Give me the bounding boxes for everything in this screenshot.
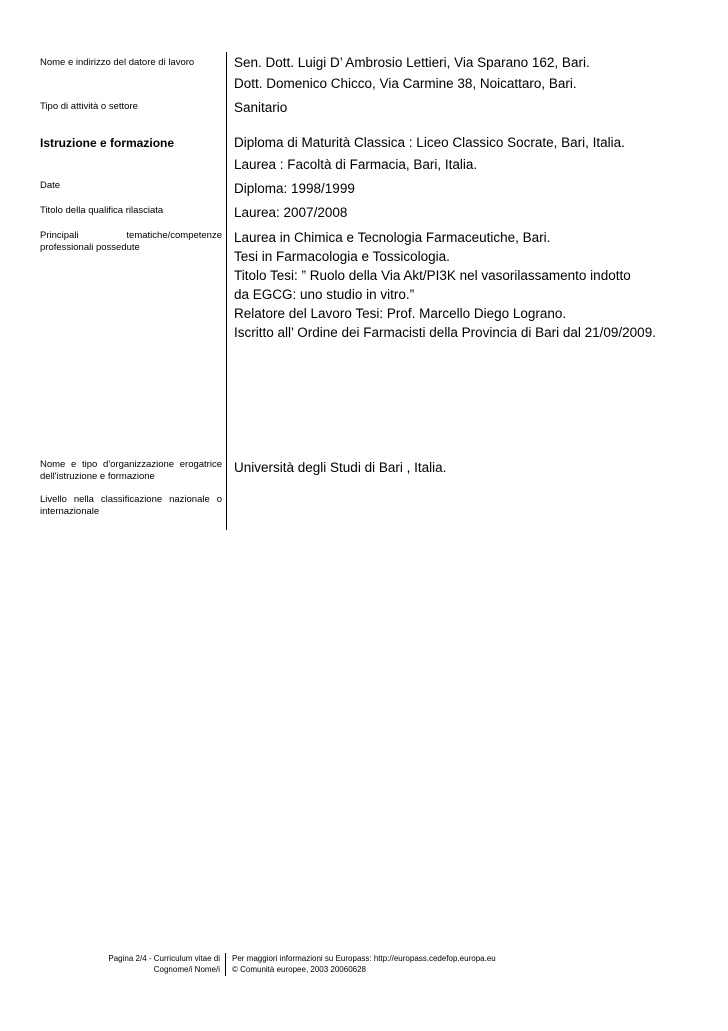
skills-line-4: da EGCG: uno studio in vitro.” [234, 287, 415, 302]
footer-europass-info [232, 953, 496, 975]
organisation-value: Università degli Studi di Bari , Italia. [234, 460, 447, 475]
skills-line-1: Laurea in Chimica e Tecnologia Farmaceutiche, Bari. [234, 230, 551, 245]
sector-value: Sanitario [234, 100, 288, 115]
qualification-value: Laurea: 2007/2008 [234, 205, 348, 220]
footer-europass-line-1: Per maggiori informazioni su Europass: http://europass.cedefop.europa.eu [232, 954, 496, 963]
column-divider [226, 52, 227, 530]
level-label: Livello nella classificazione nazionale o internazionale [40, 494, 222, 517]
education-line-1: Diploma di Maturità Classica : Liceo Classico Socrate, Bari, Italia. [234, 135, 625, 150]
education-line-2: Laurea : Facoltà di Farmacia, Bari, Italia. [234, 157, 478, 172]
sector-label: Tipo di attività o settore [40, 101, 138, 112]
skills-line-5: Relatore del Lavoro Tesi: Prof. Marcello Diego Lograno. [234, 306, 567, 321]
employer-line-2: Dott. Domenico Chicco, Via Carmine 38, Noicattaro, Bari. [234, 76, 577, 91]
skills-line-6: Iscritto all’ Ordine dei Farmacisti della Provincia di Bari dal 21/09/2009. [234, 325, 656, 340]
dates-label: Date [40, 180, 61, 191]
footer-divider [225, 953, 226, 976]
footer-page-line-1: Pagina 2/4 - Curriculum vitae di [108, 954, 220, 963]
employer-line-1: Sen. Dott. Luigi D’ Ambrosio Lettieri, Via Sparano 162, Bari. [234, 55, 590, 70]
dates-value: Diploma: 1998/1999 [234, 181, 355, 196]
footer-europass-line-2: © Comunità europee, 2003 20060628 [232, 965, 366, 974]
footer-page-info [40, 953, 220, 975]
skills-line-3: Titolo Tesi: ” Ruolo della Via Akt/PI3K nel vasorilassamento indotto [234, 268, 631, 283]
skills-line-2: Tesi in Farmacologia e Tossicologia. [234, 249, 450, 264]
skills-label: Principali tematiche/competenze professionali possedute [40, 230, 222, 253]
employer-label: Nome e indirizzo del datore di lavoro [40, 57, 195, 68]
footer-page-line-2: Cognome/i Nome/i [153, 965, 220, 974]
organisation-label: Nome e tipo d'organizzazione erogatrice dell'istruzione e formazione [40, 459, 222, 482]
education-heading: Istruzione e formazione [40, 136, 175, 150]
qualification-label: Titolo della qualifica rilasciata [40, 205, 164, 216]
